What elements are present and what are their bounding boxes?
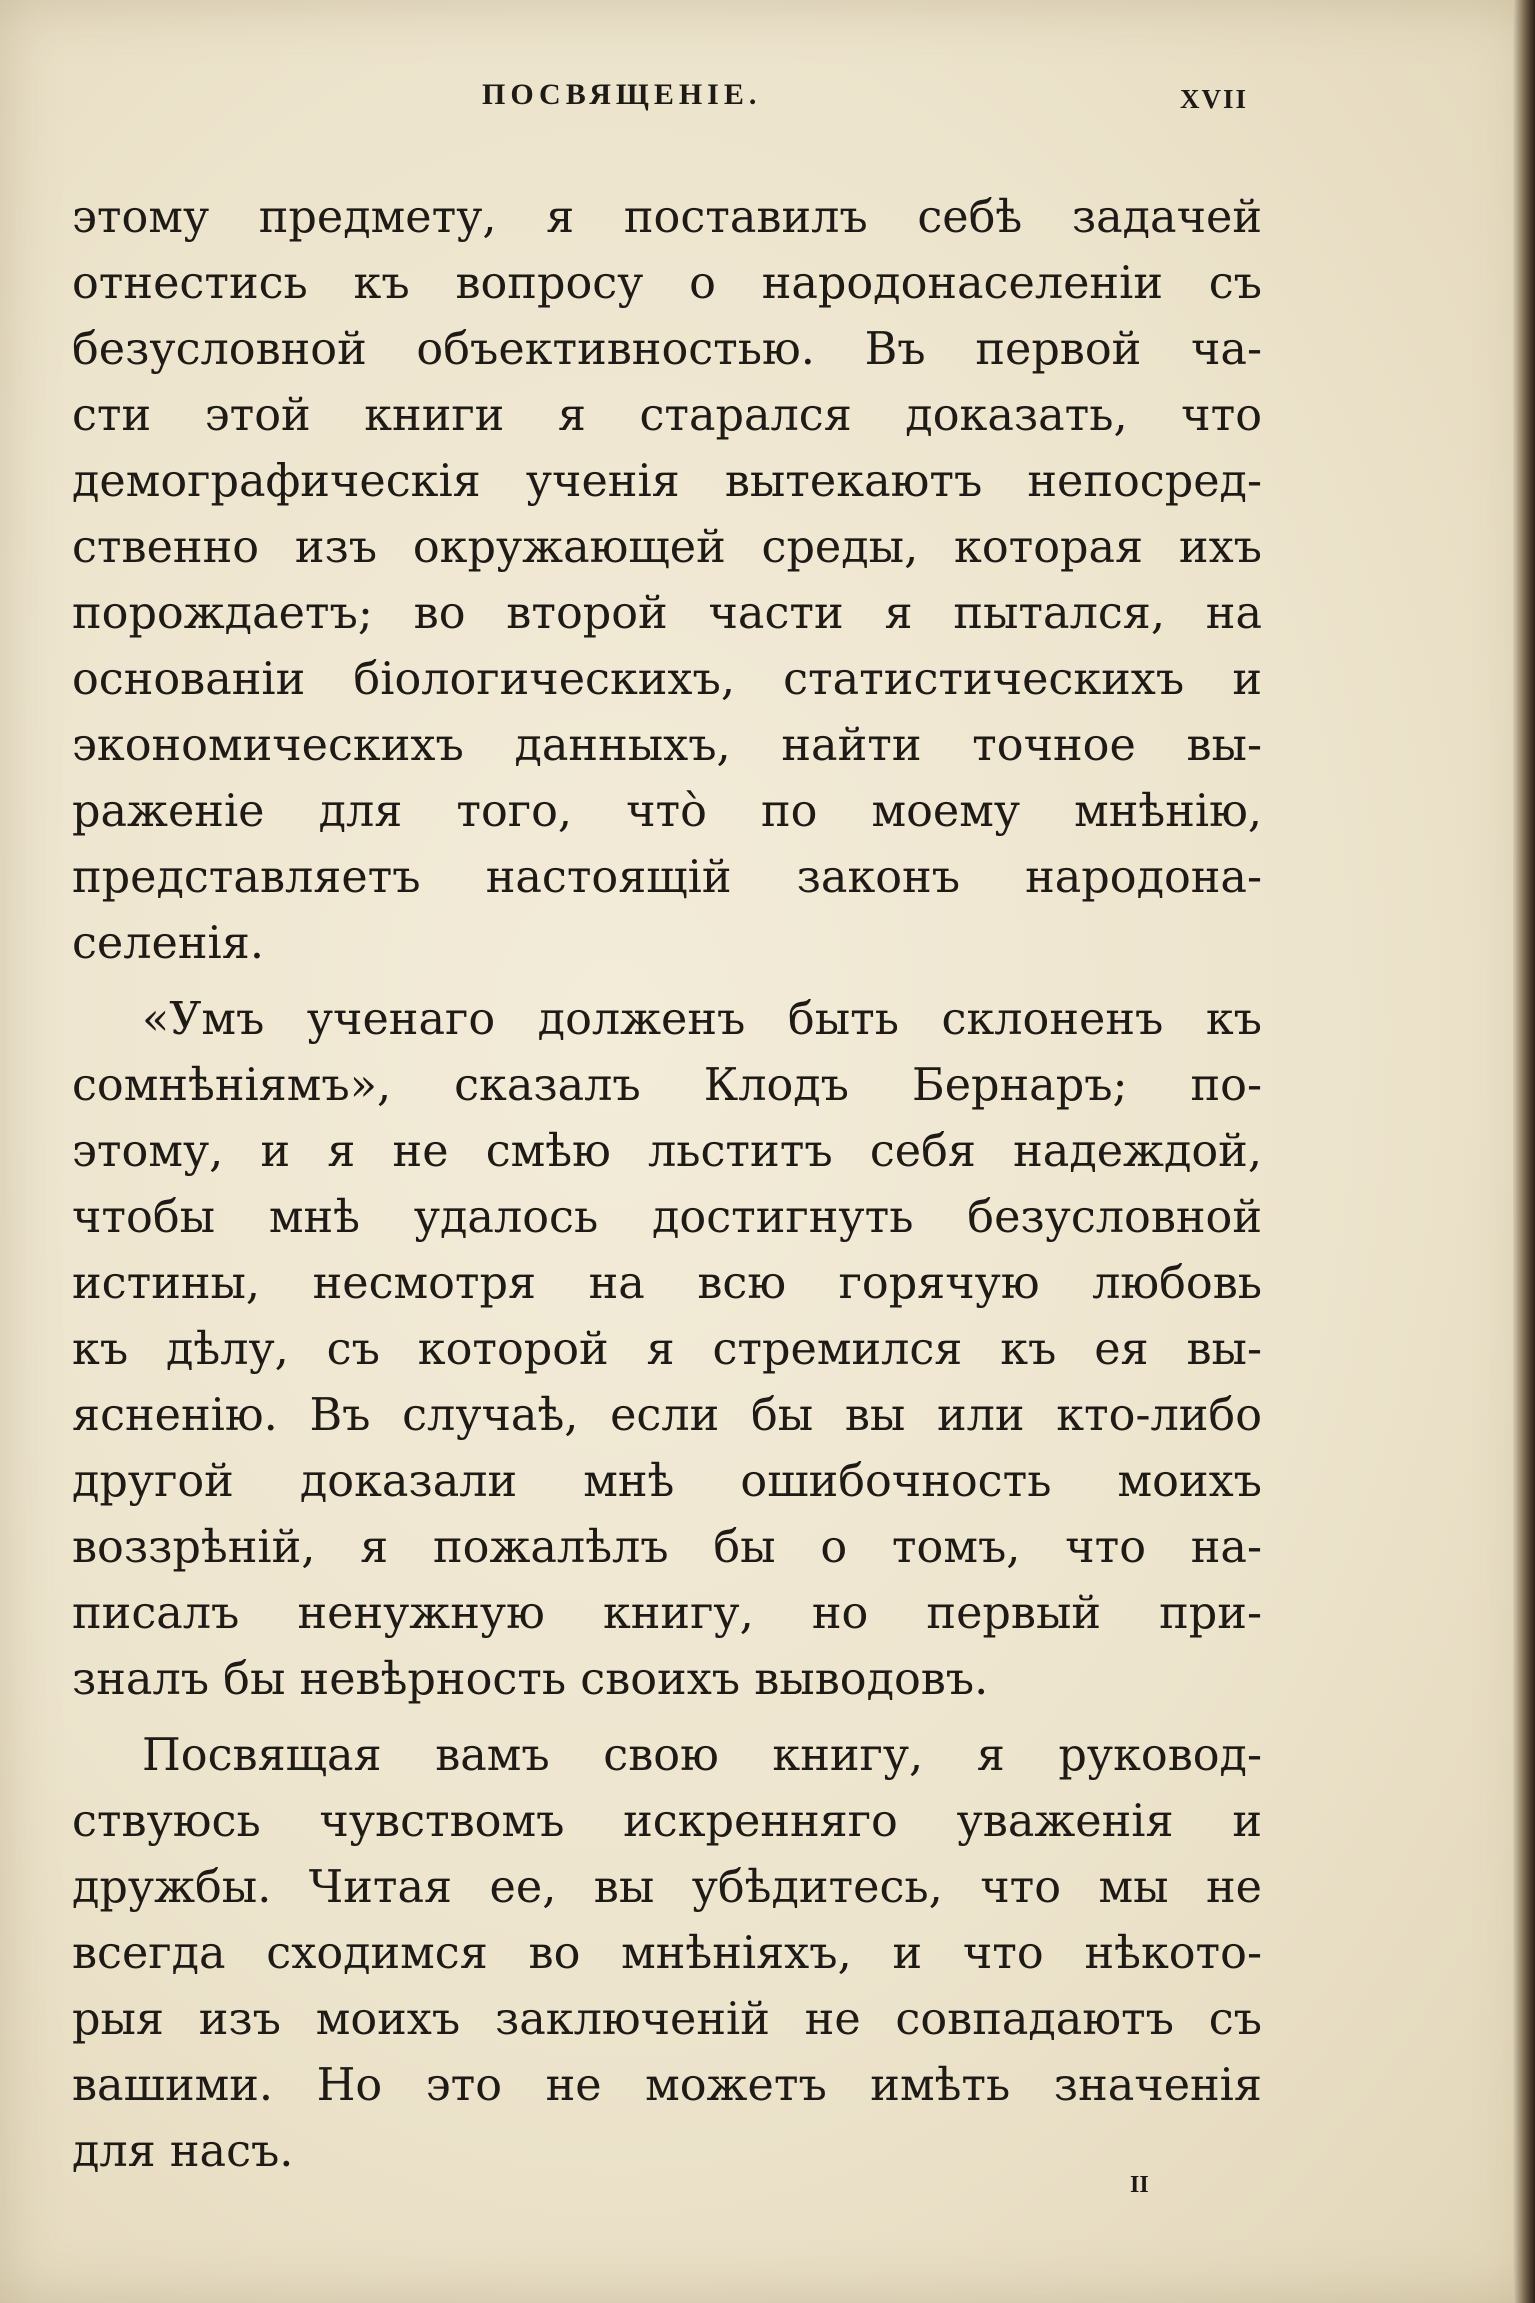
text-line: демографическія ученія вытекаютъ непосред-: [72, 456, 1262, 507]
page-number: XVII: [1180, 84, 1249, 114]
text-line: сомнѣніямъ», сказалъ Клодъ Бернаръ; по-: [72, 1060, 1262, 1111]
text-line: вашими. Но это не можетъ имѣть значенія: [72, 2060, 1262, 2111]
text-line: порождаетъ; во второй части я пытался, на: [72, 588, 1262, 639]
text-line: безусловной объективностью. Въ первой ча-: [72, 324, 1262, 375]
text-line: для насъ.: [72, 2126, 294, 2177]
text-line: отнестись къ вопросу о народонаселеніи съ: [72, 258, 1262, 309]
text-line: селенія.: [72, 918, 264, 969]
text-line: представляетъ настоящій законъ народона-: [72, 852, 1262, 903]
text-line: ствуюсь чувствомъ искренняго уваженія и: [72, 1796, 1262, 1847]
text-line: ственно изъ окружающей среды, которая ихъ: [72, 522, 1262, 573]
text-line: рыя изъ моихъ заключеній не совпадаютъ съ: [72, 1994, 1262, 2045]
text-line: ясненію. Въ случаѣ, если бы вы или кто-либо: [72, 1390, 1262, 1441]
text-line: «Умъ ученаго долженъ быть склоненъ къ: [142, 994, 1262, 1045]
text-line: этому предмету, я поставилъ себѣ задачей: [72, 192, 1262, 243]
text-line: основаніи біологическихъ, статистическихъ и: [72, 654, 1262, 705]
text-line: дружбы. Читая ее, вы убѣдитесь, что мы не: [72, 1862, 1262, 1913]
body-text: [72, 185, 1262, 2185]
text-line: писалъ ненужную книгу, но первый при-: [72, 1588, 1262, 1639]
paragraph: [72, 185, 1262, 977]
text-line: Посвящая вамъ свою книгу, я руковод-: [142, 1730, 1262, 1781]
page-edge: [1513, 0, 1535, 2303]
text-line: зналъ бы невѣрность своихъ выводовъ.: [72, 1654, 989, 1705]
text-line: другой доказали мнѣ ошибочность моихъ: [72, 1456, 1262, 1507]
text-line: воззрѣній, я пожалѣлъ бы о томъ, что на-: [72, 1522, 1262, 1573]
page-header: [72, 78, 1272, 128]
text-line: экономическихъ данныхъ, найти точное вы-: [72, 720, 1262, 771]
text-line: чтобы мнѣ удалось достигнуть безусловной: [72, 1192, 1262, 1243]
text-line: раженіе для того, что̀ по моему мнѣнію,: [72, 786, 1262, 837]
text-line: къ дѣлу, съ которой я стремился къ ея вы-: [72, 1324, 1262, 1375]
paragraph: [72, 987, 1262, 1713]
paragraph: [72, 1723, 1262, 2185]
signature-mark: II: [1130, 2172, 1149, 2198]
text-line: сти этой книги я старался доказать, что: [72, 390, 1262, 441]
text-line: этому, и я не смѣю льститъ себя надеждой,: [72, 1126, 1262, 1177]
running-head: ПОСВЯЩЕНІЕ.: [482, 78, 762, 111]
text-line: истины, несмотря на всю горячую любовь: [72, 1258, 1262, 1309]
text-line: всегда сходимся во мнѣніяхъ, и что нѣкото-: [72, 1928, 1262, 1979]
